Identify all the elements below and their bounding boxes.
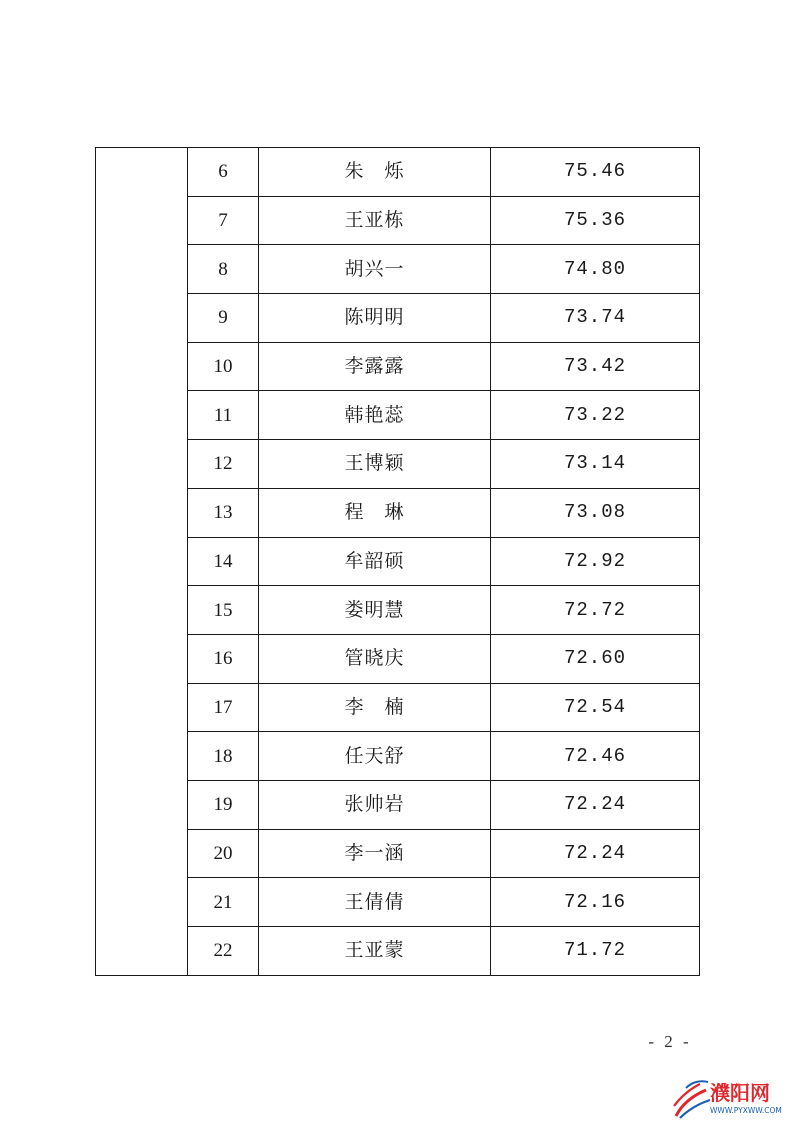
watermark-site-name: 濮阳网 xyxy=(710,1081,770,1105)
table-row xyxy=(96,148,700,197)
candidate-name-cell: 李 楠 xyxy=(259,683,491,732)
candidate-name-cell: 牟韶硕 xyxy=(259,537,491,586)
score-cell: 72.46 xyxy=(491,732,700,781)
score-cell: 72.24 xyxy=(491,829,700,878)
score-table xyxy=(95,147,700,976)
candidate-name-cell: 朱 烁 xyxy=(259,148,491,197)
score-cell: 75.46 xyxy=(491,148,700,197)
score-cell: 72.60 xyxy=(491,634,700,683)
rank-number-cell: 17 xyxy=(188,683,259,732)
score-cell: 73.22 xyxy=(491,391,700,440)
rank-number-cell: 8 xyxy=(188,245,259,294)
site-watermark-logo xyxy=(670,1076,793,1120)
rank-number-cell: 6 xyxy=(188,148,259,197)
rank-number-cell: 7 xyxy=(188,196,259,245)
rank-number-cell: 20 xyxy=(188,829,259,878)
candidate-name-cell: 王亚蒙 xyxy=(259,927,491,976)
score-cell: 72.16 xyxy=(491,878,700,927)
score-cell: 75.36 xyxy=(491,196,700,245)
score-cell: 72.24 xyxy=(491,780,700,829)
rank-number-cell: 15 xyxy=(188,586,259,635)
rank-number-cell: 10 xyxy=(188,342,259,391)
score-cell: 72.92 xyxy=(491,537,700,586)
group-cell xyxy=(96,148,188,976)
candidate-name-cell: 任天舒 xyxy=(259,732,491,781)
rank-number-cell: 14 xyxy=(188,537,259,586)
score-cell: 73.42 xyxy=(491,342,700,391)
candidate-name-cell: 韩艳蕊 xyxy=(259,391,491,440)
candidate-name-cell: 娄明慧 xyxy=(259,586,491,635)
score-cell: 73.74 xyxy=(491,294,700,343)
score-cell: 73.14 xyxy=(491,440,700,489)
candidate-name-cell: 王博颖 xyxy=(259,440,491,489)
rank-number-cell: 21 xyxy=(188,878,259,927)
candidate-name-cell: 王亚栋 xyxy=(259,196,491,245)
candidate-name-cell: 张帅岩 xyxy=(259,780,491,829)
candidate-name-cell: 李一涵 xyxy=(259,829,491,878)
score-cell: 73.08 xyxy=(491,488,700,537)
score-cell: 74.80 xyxy=(491,245,700,294)
rank-number-cell: 13 xyxy=(188,488,259,537)
candidate-name-cell: 管晓庆 xyxy=(259,634,491,683)
candidate-name-cell: 王倩倩 xyxy=(259,878,491,927)
rank-number-cell: 11 xyxy=(188,391,259,440)
candidate-name-cell: 陈明明 xyxy=(259,294,491,343)
candidate-name-cell: 李露露 xyxy=(259,342,491,391)
candidate-name-cell: 程 琳 xyxy=(259,488,491,537)
watermark-site-url: WWW.PYXWW.COM xyxy=(710,1106,782,1115)
score-cell: 72.72 xyxy=(491,586,700,635)
rank-number-cell: 18 xyxy=(188,732,259,781)
page-number: - 2 - xyxy=(648,1032,692,1051)
score-cell: 71.72 xyxy=(491,927,700,976)
score-cell: 72.54 xyxy=(491,683,700,732)
rank-number-cell: 9 xyxy=(188,294,259,343)
watermark-logo-icon xyxy=(670,1076,793,1120)
rank-number-cell: 19 xyxy=(188,780,259,829)
candidate-name-cell: 胡兴一 xyxy=(259,245,491,294)
rank-number-cell: 12 xyxy=(188,440,259,489)
table-body xyxy=(96,148,700,976)
rank-number-cell: 16 xyxy=(188,634,259,683)
rank-number-cell: 22 xyxy=(188,927,259,976)
